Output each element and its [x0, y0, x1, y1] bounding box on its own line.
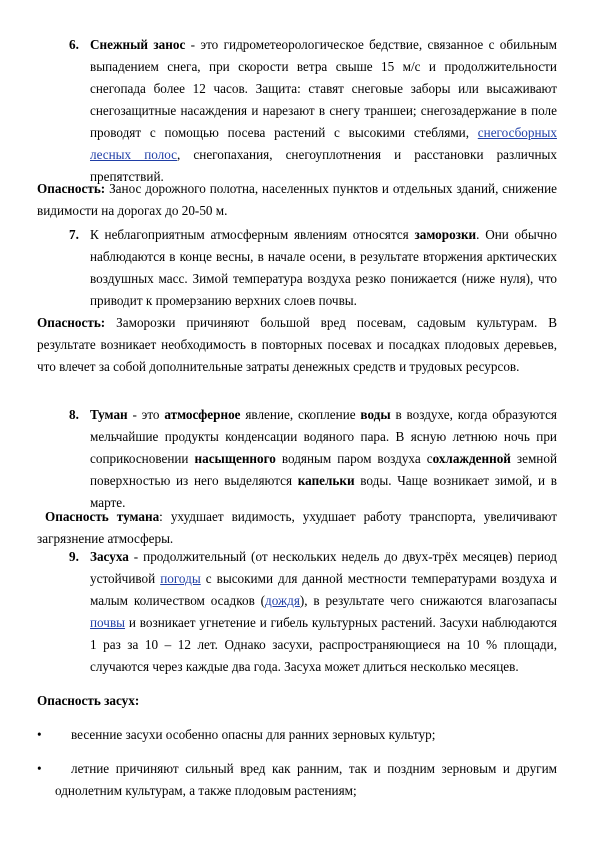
bullet-icon: •: [37, 727, 42, 742]
item-fog: [69, 404, 557, 514]
item-paragraph: [90, 546, 557, 678]
danger-text: Занос дорожного полотна, населенных пунктов и отдельных зданий, снижение видимости на дорогах до 20-50 м.: [37, 181, 557, 218]
item-text: земной поверхностью из него выделяются: [90, 451, 557, 488]
item-text: - продолжительный (от нескольких недель до двух-трёх месяцев) период устойчивой: [90, 549, 557, 586]
term-frosts: заморозки: [414, 227, 477, 242]
term-fog: Туман: [90, 407, 128, 422]
danger-label: Опасность:: [37, 181, 106, 196]
danger-snow-drift: [37, 178, 557, 222]
item-paragraph: [90, 34, 557, 188]
item-text: и возникает угнетение и гибель культурных растений. Засухи наблюдаются 1 раз за 10 – 12 лет. Однако засухи, распространяющиеся на 10 % площади, случаются через каждые два года. Засуха может длиться несколько месяцев.: [90, 615, 557, 674]
item-number: 9.: [69, 549, 79, 564]
danger-text: Заморозки причиняют большой вред посевам, садовым культурам. В результате возникает необходимость в повторных посевах и посадках плодовых деревьев, что влечет за собой дополнительные затраты денежных средств и трудовых ресурсов.: [37, 315, 557, 374]
bullet-text: летние причиняют сильный вред как ранним, так и поздним зерновым и другим однолетним культурам, а также плодовым растениям;: [55, 761, 557, 798]
bold-word: капельки: [297, 473, 355, 488]
item-number: 7.: [69, 227, 79, 242]
item-number: 8.: [69, 407, 79, 422]
item-drought: [69, 546, 557, 678]
item-paragraph: [90, 404, 557, 514]
list-item: [37, 758, 557, 802]
item-text: - это гидрометеорологическое бедствие, связанное с обильным выпадением снега, при скорости ветра свыше 15 м/с и продолжительности снегопада более 12 часов. Защита: ставят снеговые заборы или высаживают снегозащитные насаждения и нарезают в снегу траншеи; снегозадержание в поле проводят с помощью посева растений с высокими стеблями,: [90, 37, 558, 140]
danger-drought: [37, 690, 557, 712]
link-weather[interactable]: погоды: [160, 571, 201, 586]
item-text: - это: [127, 407, 165, 422]
link-rain[interactable]: дождя: [265, 593, 300, 608]
item-text: ), в результате чего снижаются влагозапасы: [299, 593, 557, 608]
item-frosts: [69, 224, 558, 312]
danger-fog: [37, 506, 557, 550]
bullet-icon: •: [37, 761, 42, 776]
item-text: , снегопахания, снегоуплотнения и расстановки различных препятствий.: [90, 147, 558, 184]
item-text: в воздухе, когда образуются мельчайшие продукты конденсации водяного пара. В ясную летнюю ночь при соприкосновении: [90, 407, 557, 466]
bullet-text: весенние засухи особенно опасны для ранних зерновых культур;: [71, 727, 436, 742]
item-text: явление, скопление: [240, 407, 361, 422]
item-text: воды. Чаще возникает зимой, и в марте.: [90, 473, 557, 510]
danger-text: : ухудшает видимость, ухудшает работу транспорта, увеличивают загрязнение атмосферы.: [37, 509, 557, 546]
item-text: К неблагоприятным атмосферным явлениям относятся: [90, 227, 415, 242]
item-paragraph: [90, 224, 557, 312]
item-text: водяным паром воздуха с: [275, 451, 433, 466]
item-number: 6.: [69, 37, 79, 52]
term-drought: Засуха: [90, 549, 129, 564]
danger-label: Опасность:: [37, 315, 106, 330]
bold-word: насыщенного: [194, 451, 276, 466]
link-snow-forest-belts[interactable]: снегосборных лесных полос: [90, 125, 557, 162]
bold-word: охлажденной: [432, 451, 511, 466]
danger-label: Опасность тумана: [44, 509, 160, 524]
danger-label: Опасность засух:: [37, 693, 140, 708]
bold-word: атмосферное: [164, 407, 241, 422]
danger-frosts: [37, 312, 557, 378]
term-snow-drift: Снежный занос: [90, 37, 186, 52]
item-text: с высокими для данной местности температурами воздуха и малым количеством осадков (: [90, 571, 557, 608]
list-item: [37, 724, 557, 746]
link-soil[interactable]: почвы: [90, 615, 126, 630]
item-snow-drift: [69, 34, 558, 188]
item-text: . Они обычно наблюдаются в конце весны, в начале осени, в результате вторжения арктических воздушных масс. Зимой температура воздуха резко понижается (ниже нуля), что приводит к промерзанию верхних слоев почвы.: [90, 227, 558, 308]
bold-word: воды: [360, 407, 391, 422]
